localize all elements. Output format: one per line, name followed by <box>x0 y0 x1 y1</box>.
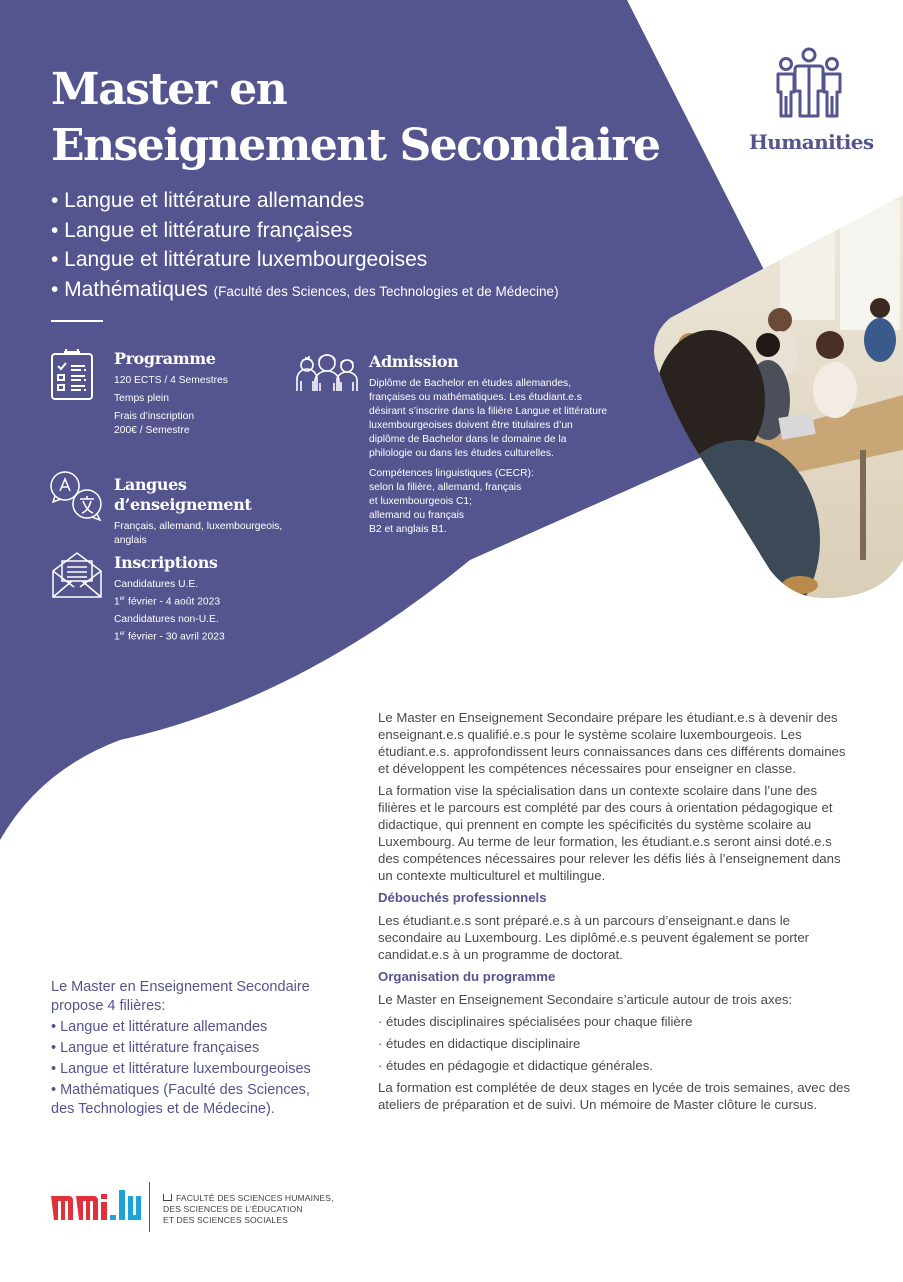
axis-item: · études en didactique disciplinaire <box>378 1036 581 1051</box>
programme-mode: Temps plein <box>114 393 169 404</box>
tracks-summary <box>51 978 321 1121</box>
uni-lu-logo <box>51 1188 143 1224</box>
programme-fees-value: 200€ / Semestre <box>114 425 190 436</box>
intro-paragraph: Le Master en Enseignement Secondaire prépare les étudiant.e.s à devenir des enseignant.e.s qualifié.e.s pour le système scolaire luxembourgeois. Les étudiant.e.s. approfondissent leurs connaissances dans ces différents domaines et développent les compétences nécessaires pour enseigner en classe. <box>378 710 846 776</box>
axis-item: · études disciplinaires spécialisées pour chaque filière <box>378 1014 693 1029</box>
track-item: • Langue et littérature allemandes <box>51 189 365 212</box>
inscriptions-section <box>114 553 324 649</box>
day-suffix: er <box>119 631 126 638</box>
admission-language-line: B2 et anglais B1. <box>369 524 447 535</box>
languages-title: Langues d’enseignement <box>114 475 252 514</box>
programme-section <box>114 349 284 442</box>
students-icon <box>296 353 358 393</box>
faculty-category-label: Humanities <box>749 130 874 154</box>
track-item <box>51 275 559 307</box>
admission-requirements: Diplôme de Bachelor en études allemandes, françaises ou mathématiques. Les étudiant.e.s désirant s’inscrire dans la filière Langue et littérature luxembourgeoises doivent être titulaires d’un diplôme de Bachelor dans le domaine de la philologie ou dans les études culturelles. <box>369 378 608 459</box>
eu-date-range: février - 4 août 2023 <box>127 596 221 608</box>
faculty-name <box>163 1193 334 1226</box>
tracks-summary-item: • Langue et littérature luxembourgeoises <box>51 1061 311 1077</box>
track-item-label: • Mathématiques <box>51 277 208 301</box>
non-eu-date-range: février - 30 avril 2023 <box>127 631 225 643</box>
careers-heading: Débouchés professionnels <box>378 890 547 905</box>
clipboard-checklist-icon <box>50 349 94 401</box>
tracks-summary-intro: Le Master en Enseignement Secondaire propose 4 filières: <box>51 979 310 1014</box>
organisation-intro: Le Master en Enseignement Secondaire s’articule autour de trois axes: <box>378 992 793 1007</box>
track-item: • Langue et littérature luxembourgeoises <box>51 248 428 271</box>
tracks-summary-item: • Langue et littérature françaises <box>51 1040 260 1056</box>
non-eu-applications-dates <box>114 627 324 644</box>
title-line-2: Enseignement Secondaire <box>51 120 660 171</box>
track-note: (Faculté des Sciences, des Technologies et de Médecine) <box>213 283 559 299</box>
non-eu-applications-label: Candidatures non-U.E. <box>114 614 219 626</box>
day-suffix: er <box>119 596 126 602</box>
admission-language-line: selon la filière, allemand, français <box>369 482 522 493</box>
organisation-outro: La formation est complétée de deux stages en lycée de trois semaines, avec des ateliers de préparation et de suivi. Un mémoire de Master clôture le cursus. <box>378 1080 851 1112</box>
faculty-line: ET DES SCIENCES SOCIALES <box>163 1215 288 1225</box>
admission-language-line: et luxembourgeois C1; <box>369 496 473 507</box>
programme-title: Programme <box>114 349 216 368</box>
eu-applications-dates <box>114 592 324 609</box>
day-number: 1 <box>114 596 120 608</box>
careers-paragraph: Les étudiant.e.s sont préparé.e.s à un parcours d’enseignant.e dans le secondaire au Luxembourg. Les diplômé.e.s peuvent également se porter candidat.e.s à un programme de doctorat. <box>378 913 810 962</box>
group-of-people-icon <box>772 46 846 120</box>
description-body <box>378 709 856 1118</box>
tracks-summary-item: • Langue et littérature allemandes <box>51 1019 268 1035</box>
axis-item: · études en pédagogie et didactique générales. <box>378 1058 653 1073</box>
page-title <box>51 62 660 174</box>
faculty-line <box>163 1193 334 1204</box>
admission-language-line: Compétences linguistiques (CECR): <box>369 468 534 479</box>
tracks-list <box>51 186 559 306</box>
faculty-bookmark-icon <box>163 1194 172 1201</box>
translate-icon <box>49 470 105 524</box>
admission-title: Admission <box>369 352 459 371</box>
faculty-line: DES SCIENCES DE L’ÉDUCATION <box>163 1204 303 1214</box>
logo-divider <box>149 1182 150 1232</box>
eu-applications-label: Candidatures U.E. <box>114 579 199 590</box>
faculty-line-text: FACULTÉ DES SCIENCES HUMAINES, <box>176 1193 334 1203</box>
organisation-heading: Organisation du programme <box>378 969 556 984</box>
formation-paragraph: La formation vise la spécialisation dans un contexte scolaire dans l’une des filières et le parcours est complété par des cours à orientation pédagogique et didactique, qui prennent en compte les spécificités du système scolaire au Luxembourg. Au terme de leur formation, les étudiant.e.s seront ainsi doté.e.s des compétences nécessaires pour relever les défis liés à l’enseignement dans un contexte multiculturel et multilingue. <box>378 783 841 883</box>
languages-list-cont: anglais <box>114 535 147 546</box>
admission-language-line: allemand ou français <box>369 510 465 521</box>
inscriptions-title: Inscriptions <box>114 553 218 572</box>
programme-ects: 120 ECTS / 4 Semestres <box>114 375 228 386</box>
envelope-letter-icon <box>52 551 102 599</box>
admission-section <box>369 352 609 537</box>
languages-section <box>114 475 324 548</box>
track-item: • Langue et littérature françaises <box>51 218 353 242</box>
languages-list: Français, allemand, luxembourgeois, <box>114 521 283 532</box>
divider <box>51 320 103 322</box>
day-number: 1 <box>114 631 120 643</box>
title-line-1: Master en <box>51 64 287 115</box>
programme-fees-label: Frais d’inscription <box>114 411 195 422</box>
tracks-summary-item: • Mathématiques (Faculté des Sciences, des Technologies et de Médecine). <box>51 1082 310 1117</box>
